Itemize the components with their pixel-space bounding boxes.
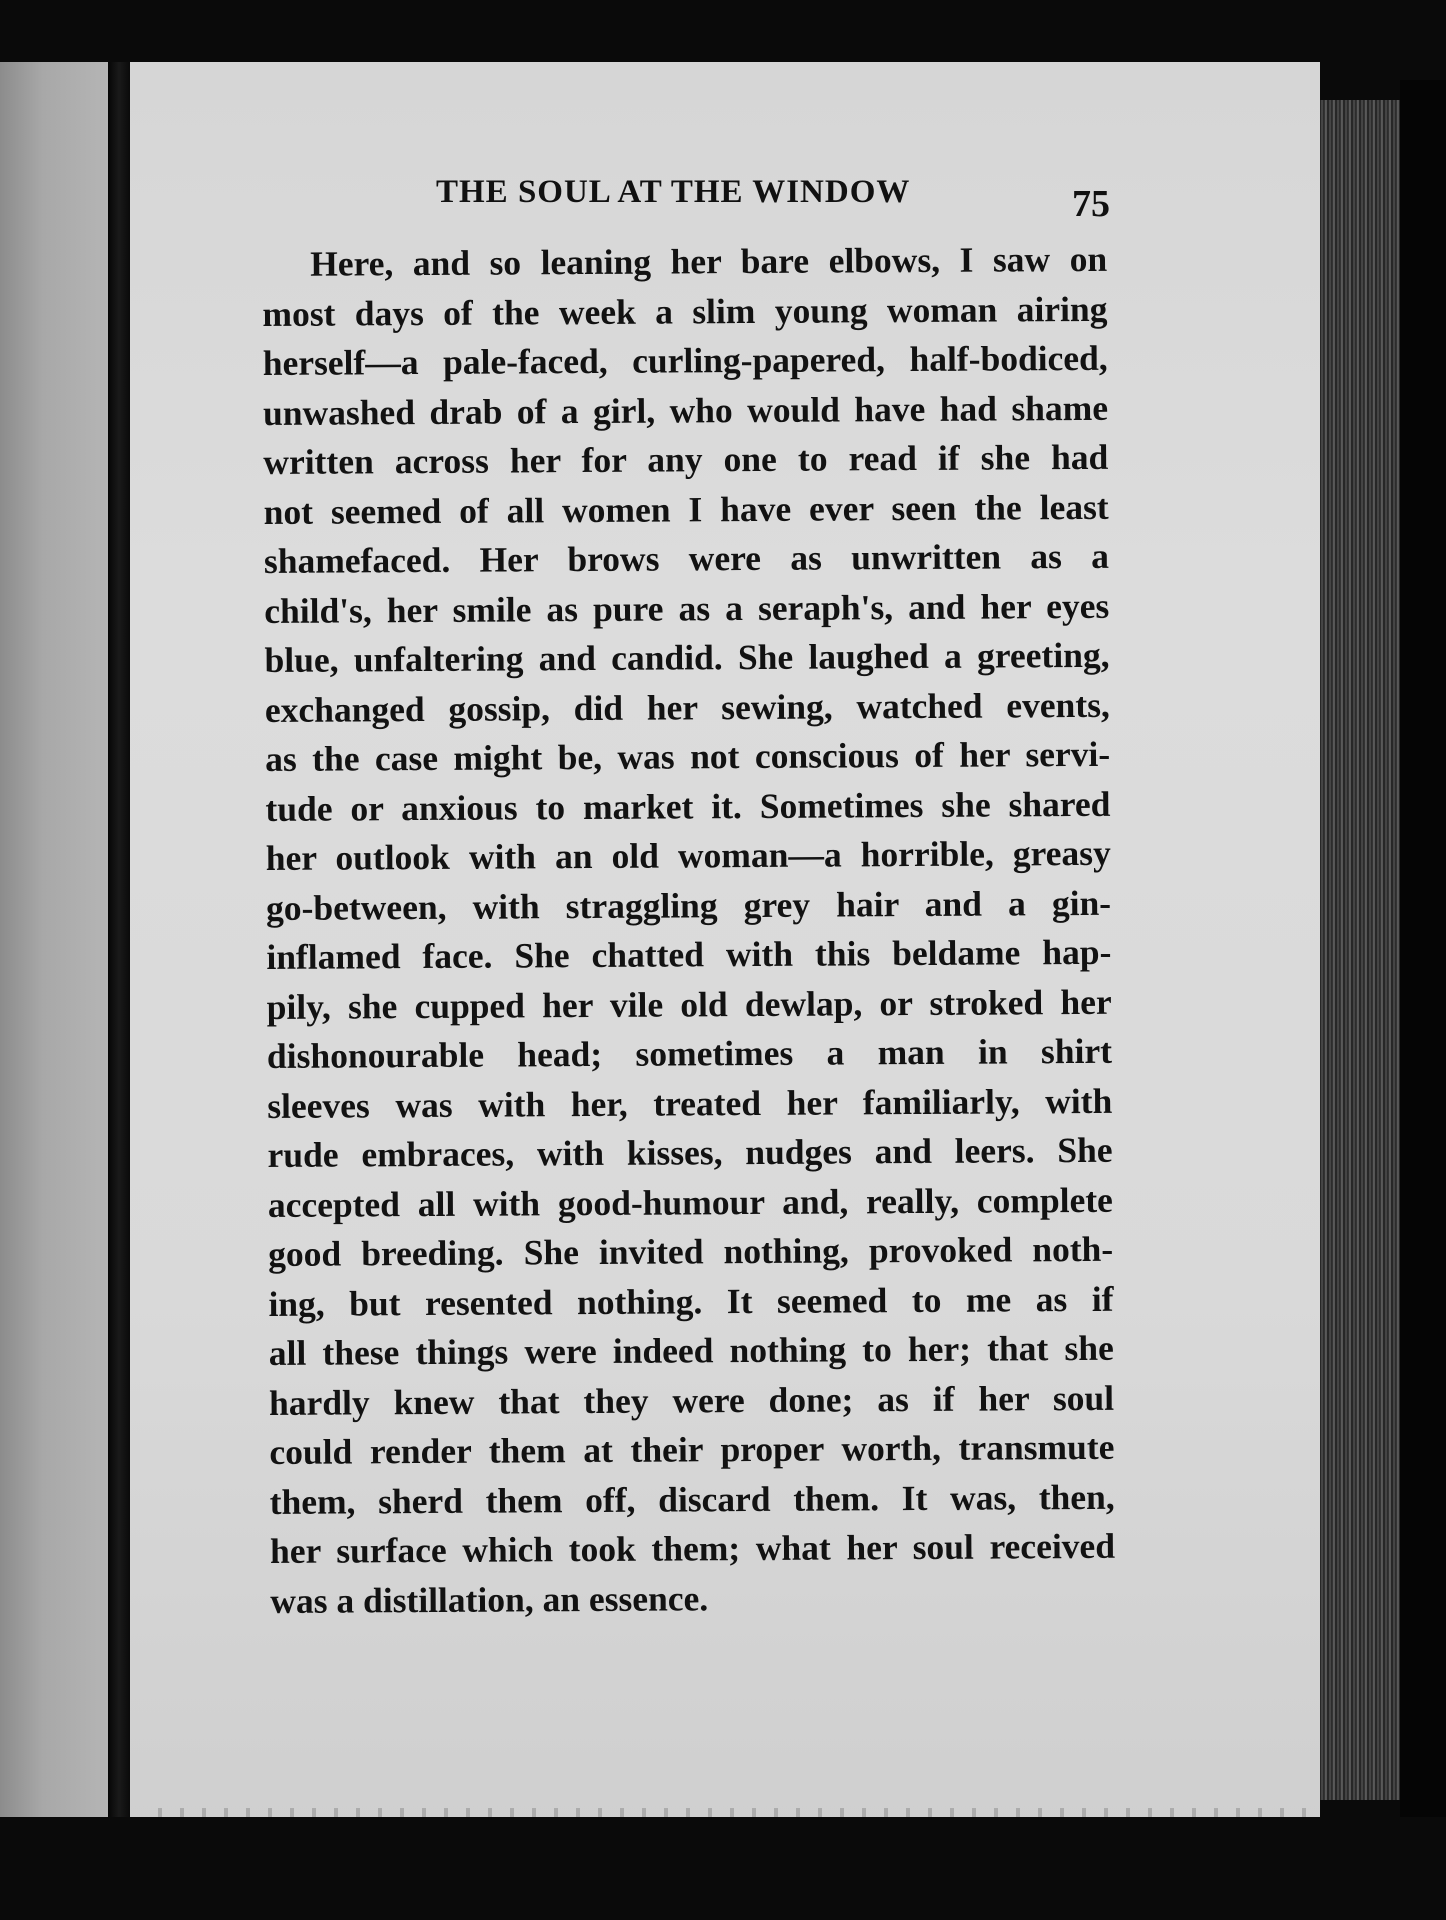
text-line: not seemed of all women I have ever seen the least [263,486,1109,532]
page-fore-edge [1320,100,1400,1800]
body-paragraph [262,235,1115,1626]
book-gutter [108,62,130,1832]
text-line: written across her for any one to read if she had [263,436,1109,482]
text-line: good breeding. She invited nothing, provoked noth- [268,1228,1114,1274]
scan-border-right [1400,80,1446,1840]
text-line: ing, but resented nothing. It seemed to me as if [268,1278,1114,1324]
text-line: most days of the week a slim young woman airing [262,288,1108,334]
text-line: unwashed drab of a girl, who would have had shame [262,387,1109,433]
text-line: as the case might be, was not conscious of her servi- [265,733,1111,779]
text-line: dishonourable head; sometimes a man in shirt [266,1030,1113,1076]
text-line: her outlook with an old woman—a horrible, greasy [265,832,1111,878]
text-line: shamefaced. Her brows were as unwritten as a [263,535,1110,581]
text-line: could render them at their proper worth, transmute [269,1426,1115,1472]
text-line: go-between, with straggling grey hair and a gin- [265,882,1112,928]
text-line: pily, she cupped her vile old dewlap, or stroked her [266,981,1112,1027]
text-line: rude embraces, with kisses, nudges and leers. She [267,1129,1113,1175]
text-line: blue, unfaltering and candid. She laughed a greeting, [264,634,1110,680]
text-line: inflamed face. She chatted with this beldame hap- [266,931,1112,977]
page-header [130,172,1320,232]
text-line: exchanged gossip, did her sewing, watched events, [264,684,1110,730]
text-line: her surface which took them; what her soul received [269,1525,1116,1571]
text-line: them, sherd them off, discard them. It was, then, [269,1476,1115,1522]
page-number: 75 [1072,183,1110,225]
text-line: Here, and so leaning her bare elbows, I saw on [310,238,1108,284]
left-page-edge [0,62,110,1817]
scan-border-bottom [0,1817,1446,1920]
text-line: child's, her smile as pure as a seraph's, and her eyes [264,585,1110,631]
running-head: THE SOUL AT THE WINDOW [436,174,911,210]
text-line: hardly knew that they were done; as if her soul [268,1377,1115,1423]
text-line: herself—a pale-faced, curling-papered, half-bodiced, [262,337,1108,383]
text-line: accepted all with good-humour and, really, complete [267,1179,1113,1225]
text-line: was a distillation, an essence. [270,1577,709,1621]
text-line: tude or anxious to market it. Sometimes she shared [265,783,1111,829]
text-line: all these things were indeed nothing to her; that she [268,1327,1114,1373]
text-line: sleeves was with her, treated her familiarly, with [267,1080,1113,1126]
